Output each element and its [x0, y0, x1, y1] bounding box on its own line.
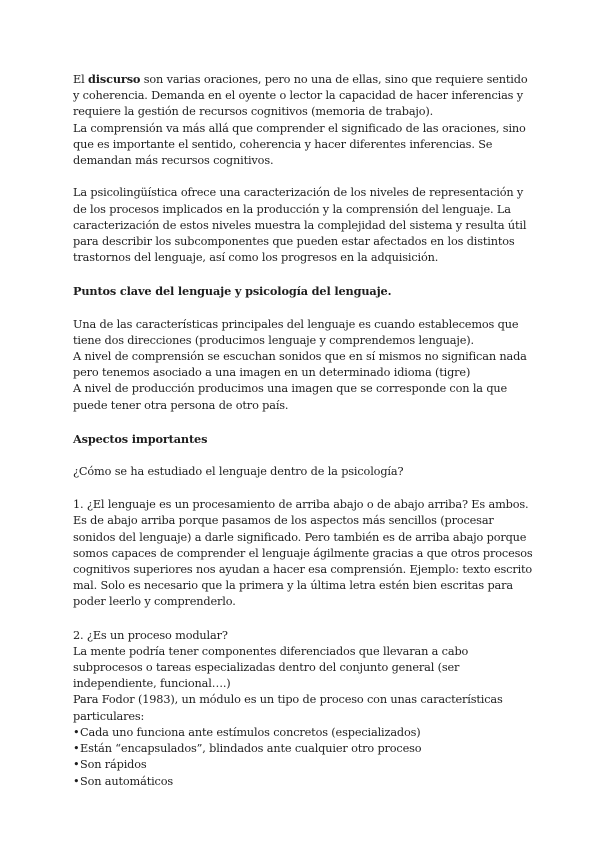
heading-puntos-clave: Puntos clave del lenguaje y psicología del lenguaje.: [73, 284, 392, 299]
characteristics-list: [73, 725, 533, 790]
question-estudiado: ¿Cómo se ha estudiado el lenguaje dentro de la psicología?: [73, 465, 404, 479]
spacer: [73, 447, 533, 464]
list-item-text: Cada uno funciona ante estímulos concretos (especializados): [80, 725, 421, 739]
list-item: [73, 757, 533, 773]
list-item-text: Están “encapsulados”, blindados ante cualquier otro proceso: [80, 742, 422, 756]
paragraph-psicolinguistica: La psicolingüística ofrece una caracterización de los niveles de representación y de los procesos implicados en la producción y la comprensión del lenguaje. La caracterización de estos niveles muestra la complejidad del sistema y resulta útil para describir los subcomponentes que pueden estar afectados en los distintos trastornos del lenguaje, así como los progresos en la adquisición.: [73, 186, 527, 265]
discurso-lead: El: [73, 73, 89, 86]
paragraph-discurso: [73, 71, 533, 121]
paragraph-direcciones: Una de las características principales del lenguaje es cuando establecemos que tiene dos direcciones (producimos lenguaje y comprendemos lenguaje).: [73, 317, 519, 347]
list-item-text: Son rápidos: [80, 758, 147, 772]
paragraph-fodor: Para Fodor (1983), un módulo es un tipo de proceso con unas características particulares:: [73, 693, 503, 723]
spacer: [73, 611, 533, 628]
item-2-title: 2. ¿Es un proceso modular?: [73, 628, 228, 642]
bullet-icon: •: [73, 742, 80, 756]
list-item: [73, 725, 533, 741]
list-item: [73, 774, 533, 790]
list-item: [73, 741, 533, 757]
paragraph-item-1: 1. ¿El lenguaje es un procesamiento de arriba abajo o de abajo arriba? Es ambos. Es de abajo arriba porque pasamos de los aspectos más sencillos (procesar sonidos del lenguaje) a darle significado. Pero también es de arriba abajo porque somos capaces de comprender el lenguaje ágilmente gracias a que otros procesos cognitivos superiores nos ayudan a hacer esa comprensión. Ejemplo: texto escrito mal. Solo es necesario que la primera y la última letra estén bien escritas para poder leerlo y comprenderlo.: [73, 498, 533, 609]
list-item-text: Son automáticos: [80, 774, 174, 788]
spacer: [73, 414, 533, 431]
discurso-rest: son varias oraciones, pero no una de ellas, sino que requiere sentido y coherencia. Demanda en el oyente o lector la capacidad de hacer inferencias y requiere la gestión de recursos cognitivos (memoria de trabajo).: [73, 73, 528, 119]
bullet-icon: •: [73, 758, 80, 772]
paragraph-mente: La mente podría tener componentes diferenciados que llevaran a cabo subprocesos o tareas especializadas dentro del conjunto general (ser independiente, funcional….): [73, 644, 469, 691]
paragraph-comprension: La comprensión va más allá que comprender el significado de las oraciones, sino que es importante el sentido, coherencia y hacer diferentes inferencias. Se demandan más recursos cognitivos.: [73, 121, 526, 168]
heading-aspectos-importantes: Aspectos importantes: [73, 431, 208, 446]
paragraph-nivel-produccion: A nivel de producción producimos una imagen que se corresponde con la que puede tener otra persona de otro país.: [73, 382, 508, 412]
spacer: [73, 300, 533, 317]
spacer: [73, 169, 533, 185]
paragraph-nivel-comprension: A nivel de comprensión se escuchan sonidos que en sí mismos no significan nada pero tenemos asociado a una imagen en un determinado idioma (tigre): [73, 350, 527, 380]
bullet-icon: •: [73, 774, 80, 788]
bullet-icon: •: [73, 725, 80, 739]
document-page: [73, 71, 533, 790]
spacer: [73, 480, 533, 497]
discurso-term: discurso: [88, 72, 141, 86]
spacer: [73, 266, 533, 283]
